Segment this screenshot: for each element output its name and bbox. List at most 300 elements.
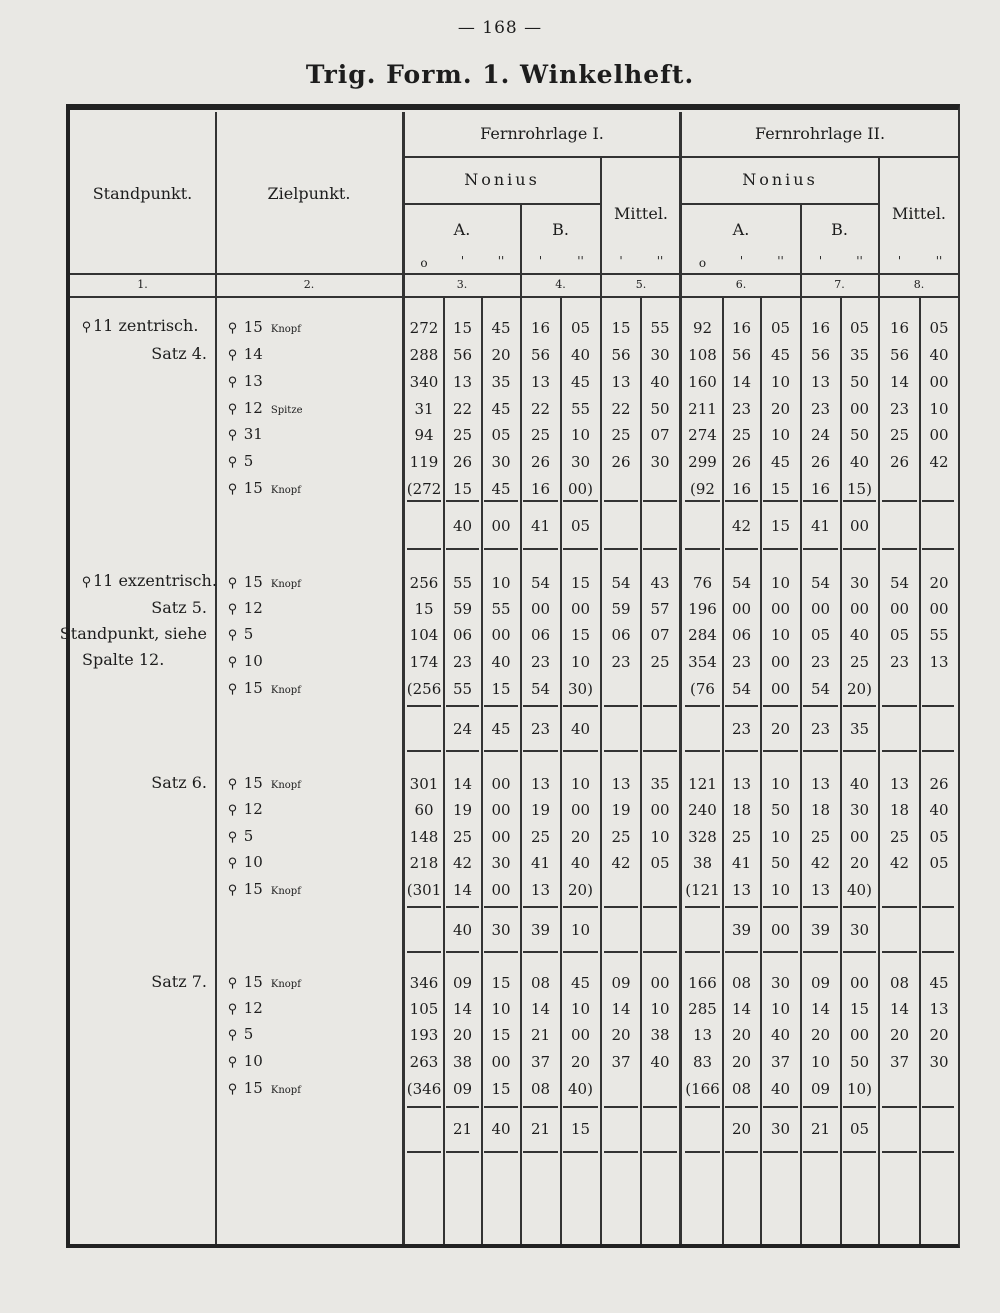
- sum-rule: [563, 1106, 598, 1108]
- target-point: [226, 318, 301, 339]
- angle-cell: 38: [692, 854, 713, 872]
- sum-rule: [922, 1106, 954, 1108]
- sum-rule: [922, 951, 954, 953]
- angle-cell: 39: [731, 921, 752, 939]
- sum-rule: [643, 1106, 677, 1108]
- standpoint-note: Standpunkt, siehe: [59, 624, 207, 643]
- angle-cell: 328: [688, 828, 717, 846]
- angle-cell: 21: [530, 1026, 551, 1044]
- sum-rule: [803, 1106, 838, 1108]
- angle-cell: 14: [452, 775, 473, 793]
- sum-rule: [563, 951, 598, 953]
- header-rule: [403, 156, 958, 158]
- angle-cell: 19: [530, 801, 551, 819]
- sum-rule: [446, 705, 479, 707]
- target-number: 15: [239, 679, 263, 697]
- target-point: [226, 800, 263, 820]
- sum-rule: [725, 500, 758, 502]
- angle-cell: 56: [889, 346, 910, 364]
- angle-cell: 10): [847, 1080, 872, 1098]
- angle-cell: 20): [847, 680, 872, 698]
- header-rule: [680, 203, 879, 205]
- angle-cell: 50: [770, 854, 791, 872]
- angle-cell: 13: [530, 373, 551, 391]
- angle-cell: 40: [929, 346, 949, 364]
- angle-cell: 50: [650, 400, 670, 418]
- standpoint-label: ⚲ 11 exzentrisch.: [81, 571, 217, 590]
- target-number: 5: [239, 625, 254, 643]
- sum-rule: [604, 1106, 638, 1108]
- angle-cell: 55: [570, 400, 591, 418]
- column-number: 2.: [303, 278, 315, 291]
- target-point: [226, 999, 263, 1019]
- angle-cell: 256: [409, 574, 439, 592]
- target-number: 15: [239, 774, 263, 792]
- angle-cell: 56: [731, 346, 752, 364]
- target-point: [226, 1079, 301, 1100]
- sum-rule: [843, 705, 876, 707]
- angle-cell: 40: [849, 775, 870, 793]
- angle-cell: 10: [770, 828, 791, 846]
- angle-cell: 00: [810, 600, 831, 618]
- angle-cell: 06: [530, 626, 551, 644]
- angle-cell: 15: [611, 319, 631, 337]
- sum-rule: [763, 750, 798, 752]
- angle-cell: 13: [530, 775, 551, 793]
- sum-rule: [523, 500, 558, 502]
- header-fernrohrlage-2: Fernrohrlage II.: [754, 124, 886, 143]
- sum-rule: [803, 951, 838, 953]
- angle-cell: 15: [491, 680, 511, 698]
- angle-cell: 23: [611, 653, 631, 671]
- angle-cell: 09: [452, 974, 473, 992]
- angle-cell: 00: [929, 600, 949, 618]
- angle-cell: 23: [810, 400, 831, 418]
- angle-cell: 00: [849, 1026, 870, 1044]
- standpoint-label: ⚲ 11 zentrisch.: [81, 316, 199, 335]
- sum-rule: [763, 500, 798, 502]
- angle-cell: 35: [849, 720, 870, 738]
- angle-cell: 00: [491, 1053, 511, 1071]
- angle-cell: 354: [688, 653, 717, 671]
- angle-cell: 16: [810, 480, 831, 498]
- unit-minute: ': [460, 254, 465, 268]
- angle-cell: 56: [611, 346, 631, 364]
- angle-cell: 26: [929, 775, 949, 793]
- target-number: 10: [239, 1052, 263, 1070]
- sum-rule: [685, 1106, 720, 1108]
- angle-cell: 08: [731, 1080, 752, 1098]
- angle-cell: (346: [406, 1080, 442, 1098]
- sum-rule: [725, 951, 758, 953]
- column-number: 4.: [555, 278, 566, 291]
- target-note: Knopf: [270, 485, 301, 496]
- sum-rule: [803, 906, 838, 908]
- angle-cell: 37: [770, 1053, 791, 1071]
- angle-cell: 23: [810, 720, 831, 738]
- angle-cell: 30): [568, 680, 593, 698]
- angle-cell: 20: [810, 1026, 831, 1044]
- angle-cell: 174: [409, 653, 439, 671]
- unit-degree: o: [420, 256, 428, 270]
- angle-cell: 92: [692, 319, 713, 337]
- angle-cell: 40: [650, 1053, 670, 1071]
- sum-rule: [725, 548, 758, 550]
- angle-cell: 35: [849, 346, 870, 364]
- sum-rule: [407, 705, 441, 707]
- sum-rule: [843, 500, 876, 502]
- angle-cell: 38: [452, 1053, 473, 1071]
- angle-cell: 08: [731, 974, 752, 992]
- angle-cell: 45: [491, 480, 511, 498]
- angle-cell: 24: [452, 720, 473, 738]
- target-number: 15: [239, 880, 263, 898]
- header-a-2: A.: [732, 220, 750, 239]
- target-point: [226, 973, 301, 994]
- angle-cell: 54: [810, 680, 831, 698]
- angle-cell: (166: [685, 1080, 720, 1098]
- angle-cell: 40: [491, 1120, 511, 1138]
- angle-cell: 288: [409, 346, 439, 364]
- target-number: 5: [239, 1025, 254, 1043]
- target-number: 12: [239, 399, 263, 417]
- header-rule: [70, 273, 958, 275]
- sum-rule: [407, 500, 441, 502]
- angle-cell: 15: [491, 974, 511, 992]
- column-number: 3.: [456, 278, 468, 291]
- angle-cell: 37: [889, 1053, 910, 1071]
- angle-cell: 15: [570, 574, 591, 592]
- angle-cell: 40: [570, 854, 591, 872]
- angle-cell: 25: [889, 828, 910, 846]
- angle-cell: 21: [810, 1120, 831, 1138]
- angle-cell: 05: [889, 626, 910, 644]
- angle-cell: 55: [650, 319, 670, 337]
- sum-rule: [843, 750, 876, 752]
- angle-cell: 19: [611, 801, 631, 819]
- sum-rule: [922, 548, 954, 550]
- angle-cell: 299: [688, 453, 717, 471]
- angle-cell: 31: [414, 400, 434, 418]
- angle-cell: 00: [491, 828, 511, 846]
- sum-rule: [803, 750, 838, 752]
- angle-cell: 15: [770, 480, 791, 498]
- signal-marker-icon: ⚲: [227, 803, 238, 818]
- signal-marker-icon: ⚲: [227, 883, 238, 898]
- angle-cell: 193: [409, 1026, 439, 1044]
- angle-cell: 39: [810, 921, 831, 939]
- angle-cell: 346: [409, 974, 439, 992]
- angle-cell: 94: [414, 426, 434, 444]
- angle-cell: 00: [650, 974, 670, 992]
- angle-cell: 14: [611, 1000, 631, 1018]
- angle-cell: 10: [570, 1000, 591, 1018]
- header-b-2: B.: [831, 220, 848, 239]
- angle-cell: 40: [770, 1080, 791, 1098]
- header-standpunkt: Standpunkt.: [92, 184, 193, 203]
- unit-minute: ': [739, 254, 744, 268]
- target-number: 14: [239, 345, 263, 363]
- angle-cell: 284: [688, 626, 717, 644]
- angle-cell: 54: [731, 680, 752, 698]
- angle-cell: 09: [611, 974, 631, 992]
- sum-rule: [523, 1106, 558, 1108]
- sum-rule: [843, 1151, 876, 1153]
- angle-cell: 30: [491, 453, 511, 471]
- angle-cell: 14: [530, 1000, 551, 1018]
- set-label: Satz 7.: [151, 972, 207, 991]
- sum-rule: [604, 548, 638, 550]
- angle-cell: 55: [452, 574, 473, 592]
- target-point: [226, 425, 263, 445]
- angle-cell: 06: [611, 626, 631, 644]
- sum-rule: [604, 500, 638, 502]
- angle-cell: 166: [688, 974, 717, 992]
- angle-cell: 25: [611, 426, 631, 444]
- angle-cell: 00: [849, 974, 870, 992]
- angle-cell: 20: [929, 574, 949, 592]
- header-fernrohrlage-1: Fernrohrlage I.: [480, 124, 604, 143]
- angle-cell: 26: [452, 453, 473, 471]
- unit-second: '': [935, 254, 943, 268]
- target-point: [226, 452, 253, 472]
- sum-rule: [523, 750, 558, 752]
- angle-cell: 05: [849, 1120, 870, 1138]
- angle-cell: 20: [611, 1026, 631, 1044]
- sum-rule: [843, 1106, 876, 1108]
- target-note: Knopf: [270, 886, 301, 897]
- header-nonius-2: Nonius: [742, 170, 818, 189]
- sum-rule: [725, 1151, 758, 1153]
- signal-marker-icon: ⚲: [227, 976, 238, 991]
- angle-cell: 00: [491, 626, 511, 644]
- angle-cell: 45: [491, 400, 511, 418]
- angle-cell: 13: [452, 373, 473, 391]
- angle-cell: 00: [770, 653, 791, 671]
- unit-second: '': [856, 254, 863, 268]
- angle-cell: 26: [611, 453, 631, 471]
- angle-cell: 15: [849, 1000, 870, 1018]
- angle-cell: 25: [452, 828, 473, 846]
- angle-cell: 10: [491, 574, 511, 592]
- sum-rule: [523, 906, 558, 908]
- target-note: Knopf: [270, 979, 301, 990]
- signal-marker-icon: ⚲: [227, 1055, 238, 1070]
- angle-cell: 23: [452, 653, 473, 671]
- angle-cell: 08: [889, 974, 910, 992]
- signal-marker-icon: ⚲: [227, 1002, 238, 1017]
- target-number: 13: [239, 372, 263, 390]
- sum-rule: [407, 951, 441, 953]
- angle-cell: 40: [650, 373, 670, 391]
- sum-rule: [446, 906, 479, 908]
- angle-cell: 40): [568, 1080, 593, 1098]
- station-marker-icon: ⚲: [81, 320, 92, 335]
- sum-rule: [803, 1151, 838, 1153]
- angle-cell: 30: [650, 346, 670, 364]
- header-zielpunkt: Zielpunkt.: [267, 184, 351, 203]
- angle-cell: 13: [889, 775, 910, 793]
- signal-marker-icon: ⚲: [227, 375, 238, 390]
- target-point: [226, 679, 301, 700]
- angle-cell: 54: [889, 574, 910, 592]
- angle-cell: 10: [770, 626, 791, 644]
- angle-cell: 160: [688, 373, 717, 391]
- angle-cell: 108: [688, 346, 717, 364]
- angle-cell: 23: [731, 720, 752, 738]
- signal-marker-icon: ⚲: [227, 830, 238, 845]
- angle-cell: 10: [650, 1000, 670, 1018]
- angle-cell: 22: [452, 400, 473, 418]
- header-b-1: B.: [552, 220, 569, 239]
- target-point: [226, 372, 263, 392]
- sum-rule: [523, 1151, 558, 1153]
- sum-rule: [563, 548, 598, 550]
- sum-rule: [643, 750, 677, 752]
- angle-cell: 13: [810, 373, 831, 391]
- angle-cell: 14: [810, 1000, 831, 1018]
- sum-rule: [484, 705, 518, 707]
- angle-cell: 42: [731, 517, 752, 535]
- sum-rule: [563, 1151, 598, 1153]
- angle-cell: 13: [731, 881, 752, 899]
- angle-cell: 00: [491, 775, 511, 793]
- angle-cell: 54: [611, 574, 631, 592]
- angle-cell: 05: [929, 854, 949, 872]
- angle-cell: 16: [810, 319, 831, 337]
- angle-cell: 38: [650, 1026, 670, 1044]
- sum-rule: [882, 1151, 917, 1153]
- angle-cell: 40): [847, 881, 872, 899]
- angle-cell: 42: [611, 854, 631, 872]
- angle-cell: 30: [849, 801, 870, 819]
- angle-cell: 20: [731, 1053, 752, 1071]
- angle-cell: 119: [409, 453, 439, 471]
- target-point: [226, 1052, 263, 1072]
- sum-rule: [685, 1151, 720, 1153]
- angle-cell: 08: [530, 1080, 551, 1098]
- signal-marker-icon: ⚲: [227, 482, 238, 497]
- target-point: [226, 573, 301, 594]
- unit-minute: ': [538, 254, 543, 268]
- angle-cell: 00: [929, 373, 949, 391]
- sum-rule: [484, 906, 518, 908]
- angle-cell: 10: [770, 1000, 791, 1018]
- angle-cell: 25: [810, 828, 831, 846]
- angle-cell: 10: [570, 921, 591, 939]
- angle-cell: 00: [491, 517, 511, 535]
- angle-cell: 00: [491, 881, 511, 899]
- sum-rule: [843, 906, 876, 908]
- signal-marker-icon: ⚲: [227, 576, 238, 591]
- angle-cell: 13: [530, 881, 551, 899]
- angle-cell: 05: [929, 828, 949, 846]
- target-point: [226, 625, 253, 645]
- angle-cell: 10: [770, 775, 791, 793]
- angle-cell: 15: [452, 319, 473, 337]
- target-note: Knopf: [270, 324, 301, 335]
- angle-cell: (121: [685, 881, 720, 899]
- angle-cell: 05: [810, 626, 831, 644]
- sum-rule: [563, 705, 598, 707]
- angle-cell: 40: [491, 653, 511, 671]
- sum-rule: [685, 750, 720, 752]
- angle-cell: 07: [650, 426, 670, 444]
- angle-cell: 18: [810, 801, 831, 819]
- angle-cell: 22: [530, 400, 551, 418]
- angle-cell: 26: [889, 453, 910, 471]
- angle-cell: 13: [929, 1000, 949, 1018]
- angle-cell: 263: [409, 1053, 439, 1071]
- angle-cell: 18: [889, 801, 910, 819]
- angle-cell: 00: [570, 1026, 591, 1044]
- target-number: 31: [239, 425, 263, 443]
- angle-cell: 08: [530, 974, 551, 992]
- angle-cell: 30: [929, 1053, 949, 1071]
- angle-cell: 45: [770, 453, 791, 471]
- target-point: [226, 880, 301, 901]
- station-marker-icon: ⚲: [81, 575, 92, 590]
- angle-cell: 00: [849, 400, 870, 418]
- angle-cell: 26: [731, 453, 752, 471]
- signal-marker-icon: ⚲: [227, 1082, 238, 1097]
- angle-cell: 00: [849, 517, 870, 535]
- sum-rule: [685, 906, 720, 908]
- angle-cell: 05: [570, 517, 591, 535]
- angle-cell: 40: [452, 921, 473, 939]
- angle-cell: 19: [452, 801, 473, 819]
- signal-marker-icon: ⚲: [227, 428, 238, 443]
- sum-rule: [523, 705, 558, 707]
- unit-second: '': [777, 254, 784, 268]
- table-frame: [66, 104, 960, 1248]
- signal-marker-icon: ⚲: [227, 348, 238, 363]
- unit-minute: ': [897, 254, 902, 268]
- angle-cell: 24: [810, 426, 831, 444]
- angle-cell: 13: [810, 881, 831, 899]
- sum-rule: [563, 500, 598, 502]
- angle-cell: 42: [810, 854, 831, 872]
- angle-cell: 09: [810, 974, 831, 992]
- angle-cell: 05: [770, 319, 791, 337]
- angle-cell: (272: [406, 480, 442, 498]
- angle-cell: 20: [491, 346, 511, 364]
- angle-cell: 15: [452, 480, 473, 498]
- sum-rule: [763, 906, 798, 908]
- header-rule: [403, 203, 601, 205]
- sum-rule: [882, 951, 917, 953]
- sum-rule: [484, 500, 518, 502]
- angle-cell: 45: [770, 346, 791, 364]
- sum-rule: [803, 705, 838, 707]
- angle-cell: 30: [491, 854, 511, 872]
- angle-cell: 00: [929, 426, 949, 444]
- target-number: 5: [239, 827, 254, 845]
- signal-marker-icon: ⚲: [227, 1028, 238, 1043]
- angle-cell: 59: [611, 600, 631, 618]
- target-number: 15: [239, 479, 263, 497]
- angle-cell: 20: [452, 1026, 473, 1044]
- angle-cell: 15: [414, 600, 434, 618]
- angle-cell: (76: [690, 680, 715, 698]
- angle-cell: 14: [889, 1000, 910, 1018]
- angle-cell: 274: [688, 426, 717, 444]
- angle-cell: 26: [530, 453, 551, 471]
- standpoint-note: Spalte 12.: [82, 650, 165, 669]
- angle-cell: 40: [452, 517, 473, 535]
- angle-cell: 14: [452, 881, 473, 899]
- angle-cell: 06: [452, 626, 473, 644]
